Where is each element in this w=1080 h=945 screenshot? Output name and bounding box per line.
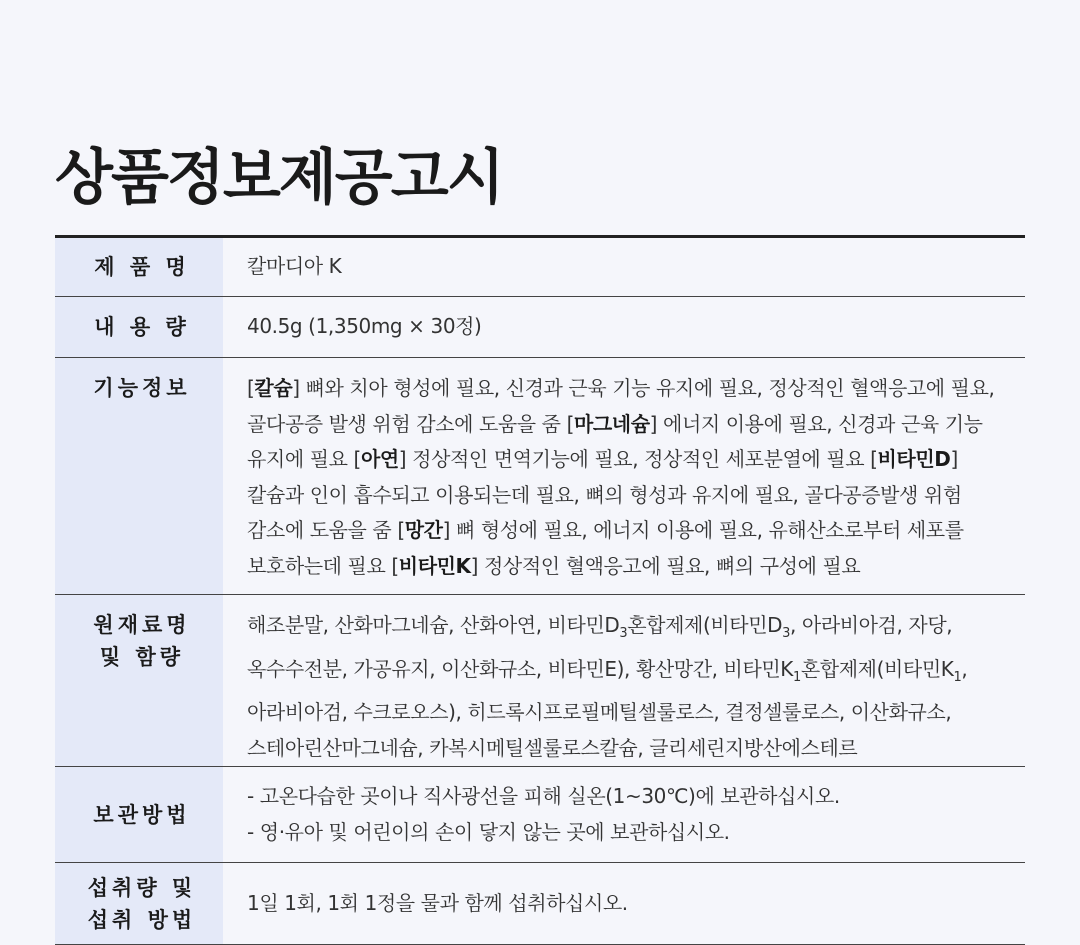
page-title: 상품정보제공고시 xyxy=(55,143,503,213)
table-row xyxy=(55,297,1025,358)
row-label-product-name: 제 품 명 xyxy=(55,237,223,297)
function-item-text: 칼슘과 인이 흡수되고 이용되는데 필요, 뼈의 형성과 유지에 필요, 골다공증발생 위험 감소에 도움을 줌 xyxy=(247,482,962,542)
table-row xyxy=(55,595,1025,767)
function-item-name: 마그네슘 xyxy=(573,411,650,436)
function-value xyxy=(223,358,1025,595)
function-item: [망간] 뼈 형성에 필요, 에너지 이용에 필요, 유해산소로부터 세포를 보호하는데 필요 xyxy=(247,518,964,578)
table-row xyxy=(55,767,1025,863)
table-row xyxy=(55,237,1025,297)
table-row xyxy=(55,863,1025,945)
function-item-text: 정상적인 면역기능에 필요, 정상적인 세포분열에 필요 xyxy=(412,447,865,471)
product-info-table xyxy=(55,235,1025,945)
row-label-volume: 내 용 량 xyxy=(55,297,223,358)
storage-line: - 영·유아 및 어린이의 손이 닿지 않는 곳에 보관하십시오. xyxy=(247,819,730,844)
function-item: [칼슘] 뼈와 치아 형성에 필요, 신경과 근육 기능 유지에 필요, 정상적인 혈액응고에 필요, 골다공증 발생 위험 감소에 도움을 줌 xyxy=(247,376,995,436)
function-item-text: 에너지 이용에 필요, 신경과 근육 기능 유지에 필요 xyxy=(247,411,983,471)
ingredients-value: 해조분말, 산화마그네슘, 산화아연, 비타민$D_3$혼합제제(비타민$D_3$, 아라비아검, 자당, 옥수수전분, 가공유지, 이산화규소, 비타민E), 황산망간, 비타민$K_1$혼합제제(비타민$K_1$, 아라비아검, 수크로오스), 히드록시프로필메틸셀룰로스, 결정셀룰로스, 이산화규소, 스테아린산마그네슘, 카복시메틸셀룰로스칼슘, 글리세린지방산에스테르 xyxy=(223,595,1025,767)
function-item: [비타민D] 칼슘과 인이 흡수되고 이용되는데 필요, 뼈의 형성과 유지에 필요, 골다공증발생 위험 감소에 도움을 줌 xyxy=(247,447,962,542)
storage-line: - 고온다습한 곳이나 직사광선을 피해 실온(1~30℃)에 보관하십시오. xyxy=(247,784,840,808)
product-name-value: 칼마디아 K xyxy=(223,237,1025,297)
function-item: [아연] 정상적인 면역기능에 필요, 정상적인 세포분열에 필요 xyxy=(353,447,865,471)
function-item-text: 정상적인 혈액응고에 필요, 뼈의 구성에 필요 xyxy=(484,553,861,578)
function-item: [마그네슘] 에너지 이용에 필요, 신경과 근육 기능 유지에 필요 xyxy=(247,411,983,471)
function-item-name: 아연 xyxy=(360,447,399,471)
table-row xyxy=(55,358,1025,595)
row-label-intake: 섭취량 및 섭취 방법 xyxy=(55,863,223,945)
row-label-storage: 보관방법 xyxy=(55,767,223,863)
function-item-name: 칼슘 xyxy=(254,376,293,400)
function-item-text: 뼈와 치아 형성에 필요, 신경과 근육 기능 유지에 필요, 정상적인 혈액응고에 필요, 골다공증 발생 위험 감소에 도움을 줌 xyxy=(247,376,995,436)
function-item-name: 비타민D xyxy=(877,447,951,471)
intake-value: 1일 1회, 1회 1정을 물과 함께 섭취하십시오. xyxy=(223,863,1025,945)
function-item-name: 망간 xyxy=(404,518,443,542)
storage-value xyxy=(223,767,1025,863)
function-item-name: 비타민K xyxy=(398,553,471,578)
volume-value: 40.5g (1,350mg × 30정) xyxy=(223,297,1025,358)
function-item-text: 뼈 형성에 필요, 에너지 이용에 필요, 유해산소로부터 세포를 보호하는데 필요 xyxy=(247,518,964,578)
function-item: [비타민K] 정상적인 혈액응고에 필요, 뼈의 구성에 필요 xyxy=(391,553,861,578)
row-label-ingredients: 원재료명 및 함량 xyxy=(55,595,223,767)
row-label-function: 기능정보 xyxy=(55,358,223,595)
